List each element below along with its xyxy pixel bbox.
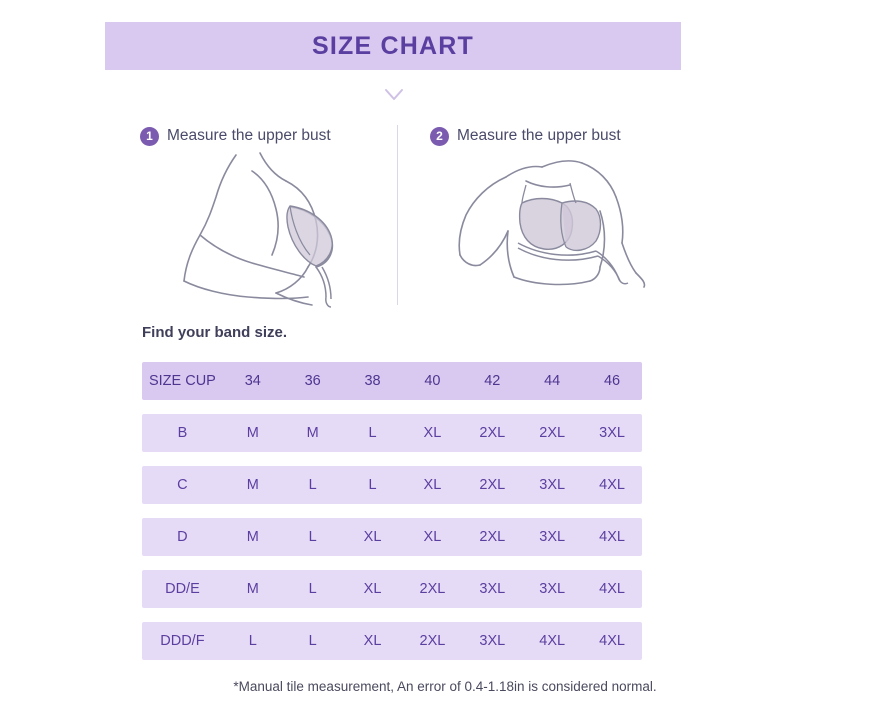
- table-cell: L: [308, 477, 317, 493]
- table-header-cell: 44: [544, 373, 561, 389]
- table-cell: M: [306, 425, 319, 441]
- table-cell: 2XL: [419, 633, 446, 649]
- table-cell: M: [246, 529, 259, 545]
- table-cell: 4XL: [599, 581, 625, 597]
- table-cell: 3XL: [479, 633, 506, 649]
- table-cell: 2XL: [479, 477, 506, 493]
- step-1-header: [140, 125, 440, 147]
- table-header-row: [142, 362, 642, 400]
- table-header-cell: SIZE CUP: [148, 373, 216, 389]
- table-cell: L: [308, 529, 317, 545]
- step-2: [430, 125, 730, 315]
- step-1: [140, 125, 440, 315]
- table-header-cell: 46: [603, 373, 621, 389]
- cup-label: D: [177, 529, 188, 545]
- chevron-down-icon: [380, 84, 408, 106]
- table-row: [142, 570, 642, 608]
- table-row: [142, 518, 642, 556]
- table-cell: 3XL: [479, 581, 506, 597]
- table-row: [142, 414, 642, 452]
- table-cell: XL: [423, 425, 442, 441]
- table-header-cell: 42: [484, 373, 501, 389]
- table-cell: XL: [363, 633, 382, 649]
- step-1-badge: 1: [140, 127, 159, 146]
- table-row: [142, 622, 642, 660]
- footnote: *Manual tile measurement, An error of 0.4-1.18in is considered normal.: [233, 679, 657, 694]
- table-header-cell: 40: [424, 373, 441, 389]
- table-header-cell: 36: [304, 373, 321, 389]
- table-cell: L: [368, 477, 377, 493]
- table-cell: 4XL: [599, 633, 625, 649]
- table-cell: 3XL: [539, 477, 566, 493]
- page-title-bar: [105, 22, 681, 70]
- cup-label: C: [177, 477, 188, 493]
- table-row: [142, 466, 642, 504]
- table-cell: XL: [363, 581, 382, 597]
- step-2-badge: 2: [430, 127, 449, 146]
- table-cell: M: [246, 425, 259, 441]
- cup-label: B: [177, 425, 188, 441]
- steps-divider: [397, 125, 398, 305]
- step-2-header: [430, 125, 730, 147]
- table-cell: L: [308, 581, 317, 597]
- table-cell: XL: [363, 529, 382, 545]
- size-table: [142, 362, 642, 674]
- table-cell: XL: [423, 477, 442, 493]
- table-cell: L: [308, 633, 317, 649]
- table-cell: 3XL: [539, 581, 566, 597]
- table-cell: M: [246, 581, 259, 597]
- table-cell: XL: [423, 529, 442, 545]
- table-cell: 4XL: [599, 529, 625, 545]
- table-header-cell: 38: [364, 373, 381, 389]
- page-title: SIZE CHART: [312, 31, 474, 60]
- measure-steps: [140, 125, 750, 315]
- band-size-heading: Find your band size.: [142, 324, 288, 341]
- cup-label: DD/E: [165, 581, 200, 597]
- side-view-bust-measure-illustration: [140, 151, 440, 311]
- front-view-bust-measure-illustration: [430, 151, 730, 311]
- table-header-cell: 34: [244, 373, 261, 389]
- step-1-label: Measure the upper bust: [167, 127, 331, 144]
- table-cell: L: [368, 425, 377, 441]
- table-cell: 3XL: [539, 529, 566, 545]
- table-cell: 4XL: [539, 633, 566, 649]
- table-cell: 3XL: [599, 425, 625, 441]
- table-cell: 4XL: [599, 477, 625, 493]
- table-cell: M: [246, 477, 259, 493]
- step-2-label: Measure the upper bust: [457, 127, 621, 144]
- table-cell: 2XL: [479, 425, 506, 441]
- cup-label: DDD/F: [160, 633, 205, 649]
- table-cell: 2XL: [539, 425, 566, 441]
- table-cell: 2XL: [479, 529, 506, 545]
- table-cell: L: [248, 633, 257, 649]
- table-cell: 2XL: [419, 581, 446, 597]
